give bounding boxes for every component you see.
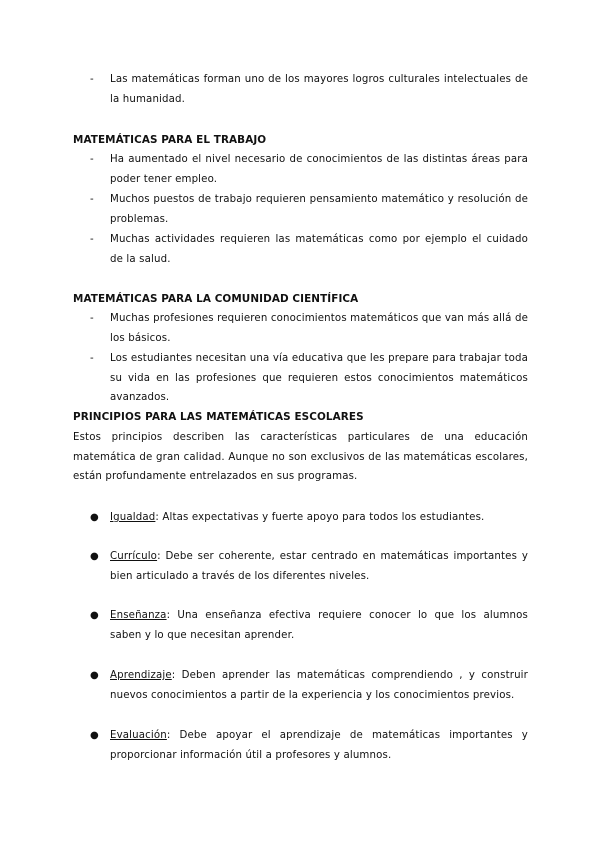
list-item-text: Muchos puestos de trabajo requieren pensamiento matemático y resolución de problemas. — [110, 194, 528, 225]
list-item-text — [110, 508, 528, 528]
principle-term: Aprendizaje — [110, 670, 172, 681]
list-item-text — [110, 666, 528, 705]
list-item-text — [110, 726, 528, 765]
list-item — [90, 349, 528, 408]
principle-term: Igualdad — [110, 512, 156, 523]
dash-marker: - — [90, 313, 94, 324]
list-item — [90, 230, 528, 269]
section-heading-principios: PRINCIPIOS PARA LAS MATEMÁTICAS ESCOLARES — [73, 411, 364, 423]
principle-term: Currículo — [110, 551, 158, 562]
principles-intro-paragraph: Estos principios describen las características particulares de una educación matemática de gran calidad. Aunque no son exclusivos de las matemáticas escolares, están profundamente entrelazados en sus programas. — [73, 432, 528, 483]
list-item-text: Las matemáticas forman uno de los mayores logros culturales intelectuales de la humanidad. — [110, 74, 528, 105]
principle-description: : Debe apoyar el aprendizaje de matemáticas importantes y proporcionar información útil a profesores y alumnos. — [110, 730, 528, 761]
list-item — [90, 726, 528, 765]
list-item-text — [110, 606, 528, 645]
bullet-icon: ● — [90, 730, 99, 741]
bullet-icon: ● — [90, 610, 99, 621]
list-item — [90, 70, 528, 109]
section-heading-trabajo: MATEMÁTICAS PARA EL TRABAJO — [73, 134, 267, 146]
principle-description: : Debe ser coherente, estar centrado en matemáticas importantes y bien articulado a través de los diferentes niveles. — [110, 551, 528, 582]
principle-description: : Una enseñanza efectiva requiere conocer lo que los alumnos saben y lo que necesitan aprender. — [110, 610, 528, 641]
bullet-icon: ● — [90, 670, 99, 681]
list-item — [90, 606, 528, 645]
list-item — [90, 309, 528, 348]
bullet-icon: ● — [90, 551, 99, 562]
list-item-text: Los estudiantes necesitan una vía educativa que les prepare para trabajar toda su vida en las profesiones que requieren estos conocimientos matemáticos avanzados. — [110, 353, 528, 404]
list-item-text: Muchas profesiones requieren conocimientos matemáticos que van más allá de los básicos. — [110, 313, 528, 344]
bullet-icon: ● — [90, 512, 99, 523]
list-item — [90, 150, 528, 189]
section-heading-comunidad-cientifica: MATEMÁTICAS PARA LA COMUNIDAD CIENTÍFICA — [73, 293, 359, 305]
list-item — [90, 190, 528, 229]
list-item — [90, 666, 528, 705]
dash-marker: - — [90, 194, 94, 205]
dash-marker: - — [90, 353, 94, 364]
dash-marker: - — [90, 74, 94, 85]
principle-description: : Altas expectativas y fuerte apoyo para todos los estudiantes. — [155, 512, 485, 523]
list-item-text — [110, 547, 528, 586]
list-item — [90, 547, 528, 586]
dash-marker: - — [90, 154, 94, 165]
principle-term: Evaluación — [110, 730, 167, 741]
dash-marker: - — [90, 234, 94, 245]
principle-description: : Deben aprender las matemáticas comprendiendo , y construir nuevos conocimientos a partir de la experiencia y los conocimientos previos. — [110, 670, 528, 701]
list-item — [90, 508, 528, 528]
list-item-text: Ha aumentado el nivel necesario de conocimientos de las distintas áreas para poder tener empleo. — [110, 154, 528, 185]
list-item-text: Muchas actividades requieren las matemáticas como por ejemplo el cuidado de la salud. — [110, 234, 528, 265]
principle-term: Enseñanza — [110, 610, 167, 621]
